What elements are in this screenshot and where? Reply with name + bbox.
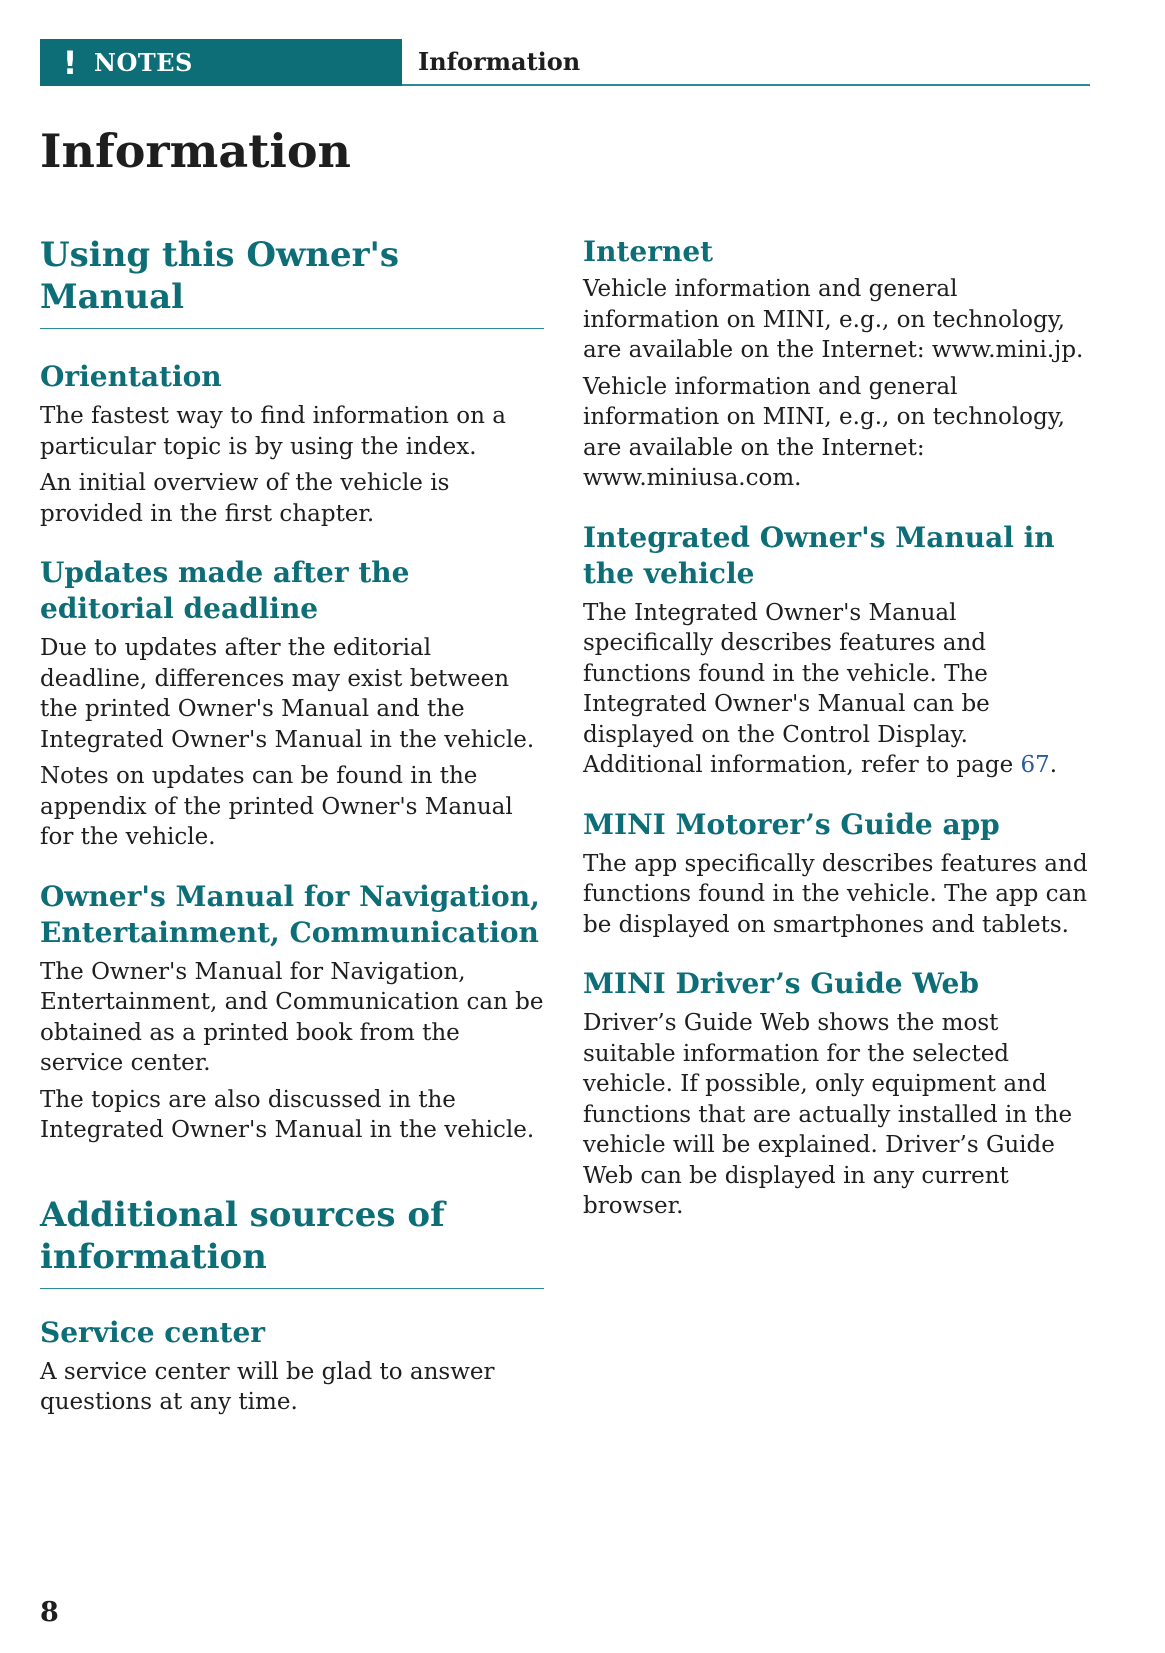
updates-paragraph-2: Notes on updates can be found in the appendix of the printed Owner's Manual for the vehicle. <box>40 763 513 850</box>
page-header <box>40 39 1090 86</box>
heading-service-center: Service center <box>40 1315 266 1349</box>
motorers-guide-paragraph: The app specifically describes features and functions found in the vehicle. The app can be displayed on smartphones and tablets. <box>583 850 1088 938</box>
internet-paragraph-2: Vehicle information and general information on MINI, e.g., on technology, are available on the Internet: www.miniusa.com. <box>583 373 1065 491</box>
drivers-guide-paragraph: Driver’s Guide Web shows the most suitable information for the selected vehicle. If possible, only equipment and functions that are actually installed in the vehicle will be explained. Driver’s Guide Web can be displayed in any current browser. <box>583 1010 1073 1219</box>
nav-manual-paragraph-2: The topics are also discussed in the Integrated Owner's Manual in the vehicle. <box>40 1086 535 1143</box>
heading-motorers-guide: MINI Motorer’s Guide app <box>583 807 1000 841</box>
heading-additional-sources: Additional sources of information <box>40 1194 445 1277</box>
right-column <box>583 234 1090 1222</box>
nav-manual-paragraph-1: The Owner's Manual for Navigation, Entertainment, and Communication can be obtained as a printed book from the service center. <box>40 958 544 1076</box>
page-number: 8 <box>40 1597 59 1628</box>
section-divider <box>40 328 544 329</box>
integrated-manual-text: The Integrated Owner's Manual specifically describes features and functions found in the vehicle. The Integrated Owner's Manual can be displayed on the Control Display. Additional information, refer to page <box>583 599 1021 778</box>
integrated-manual-paragraph <box>583 598 1090 781</box>
left-column <box>40 234 544 1418</box>
section-divider <box>40 1288 544 1289</box>
exclamation-icon: ! <box>62 43 78 82</box>
heading-integrated-manual: Integrated Owner's Manual in the vehicle <box>583 520 1055 590</box>
updates-paragraph-1: Due to updates after the editorial deadline, differences may exist between the printed Owner's Manual and the Integrated Owner's Manual in the vehicle. <box>40 635 535 753</box>
heading-updates: Updates made after the editorial deadline <box>40 556 410 625</box>
page-reference-link[interactable]: 67 <box>1020 752 1050 778</box>
page-title: Information <box>40 124 351 178</box>
internet-paragraph-1: Vehicle information and general information on MINI, e.g., on technology, are available on the Internet: www.mini.jp. <box>583 276 1084 363</box>
heading-using-manual: Using this Owner's Manual <box>40 235 400 317</box>
orientation-paragraph-1: The fastest way to find information on a particular topic is by using the index. <box>40 403 506 460</box>
header-section-title: Information <box>418 47 581 76</box>
orientation-paragraph-2: An initial overview of the vehicle is provided in the first chapter. <box>40 470 450 527</box>
heading-internet: Internet <box>583 235 714 268</box>
notes-tab <box>40 39 402 86</box>
service-center-paragraph: A service center will be glad to answer questions at any time. <box>40 1358 495 1415</box>
heading-drivers-guide: MINI Driver’s Guide Web <box>583 967 979 1000</box>
integrated-manual-end: . <box>1049 752 1058 778</box>
header-divider <box>402 84 1090 86</box>
heading-nav-manual: Owner's Manual for Navigation, Entertainment, Communication <box>40 879 540 949</box>
heading-orientation: Orientation <box>40 360 222 393</box>
notes-label: NOTES <box>94 48 193 77</box>
